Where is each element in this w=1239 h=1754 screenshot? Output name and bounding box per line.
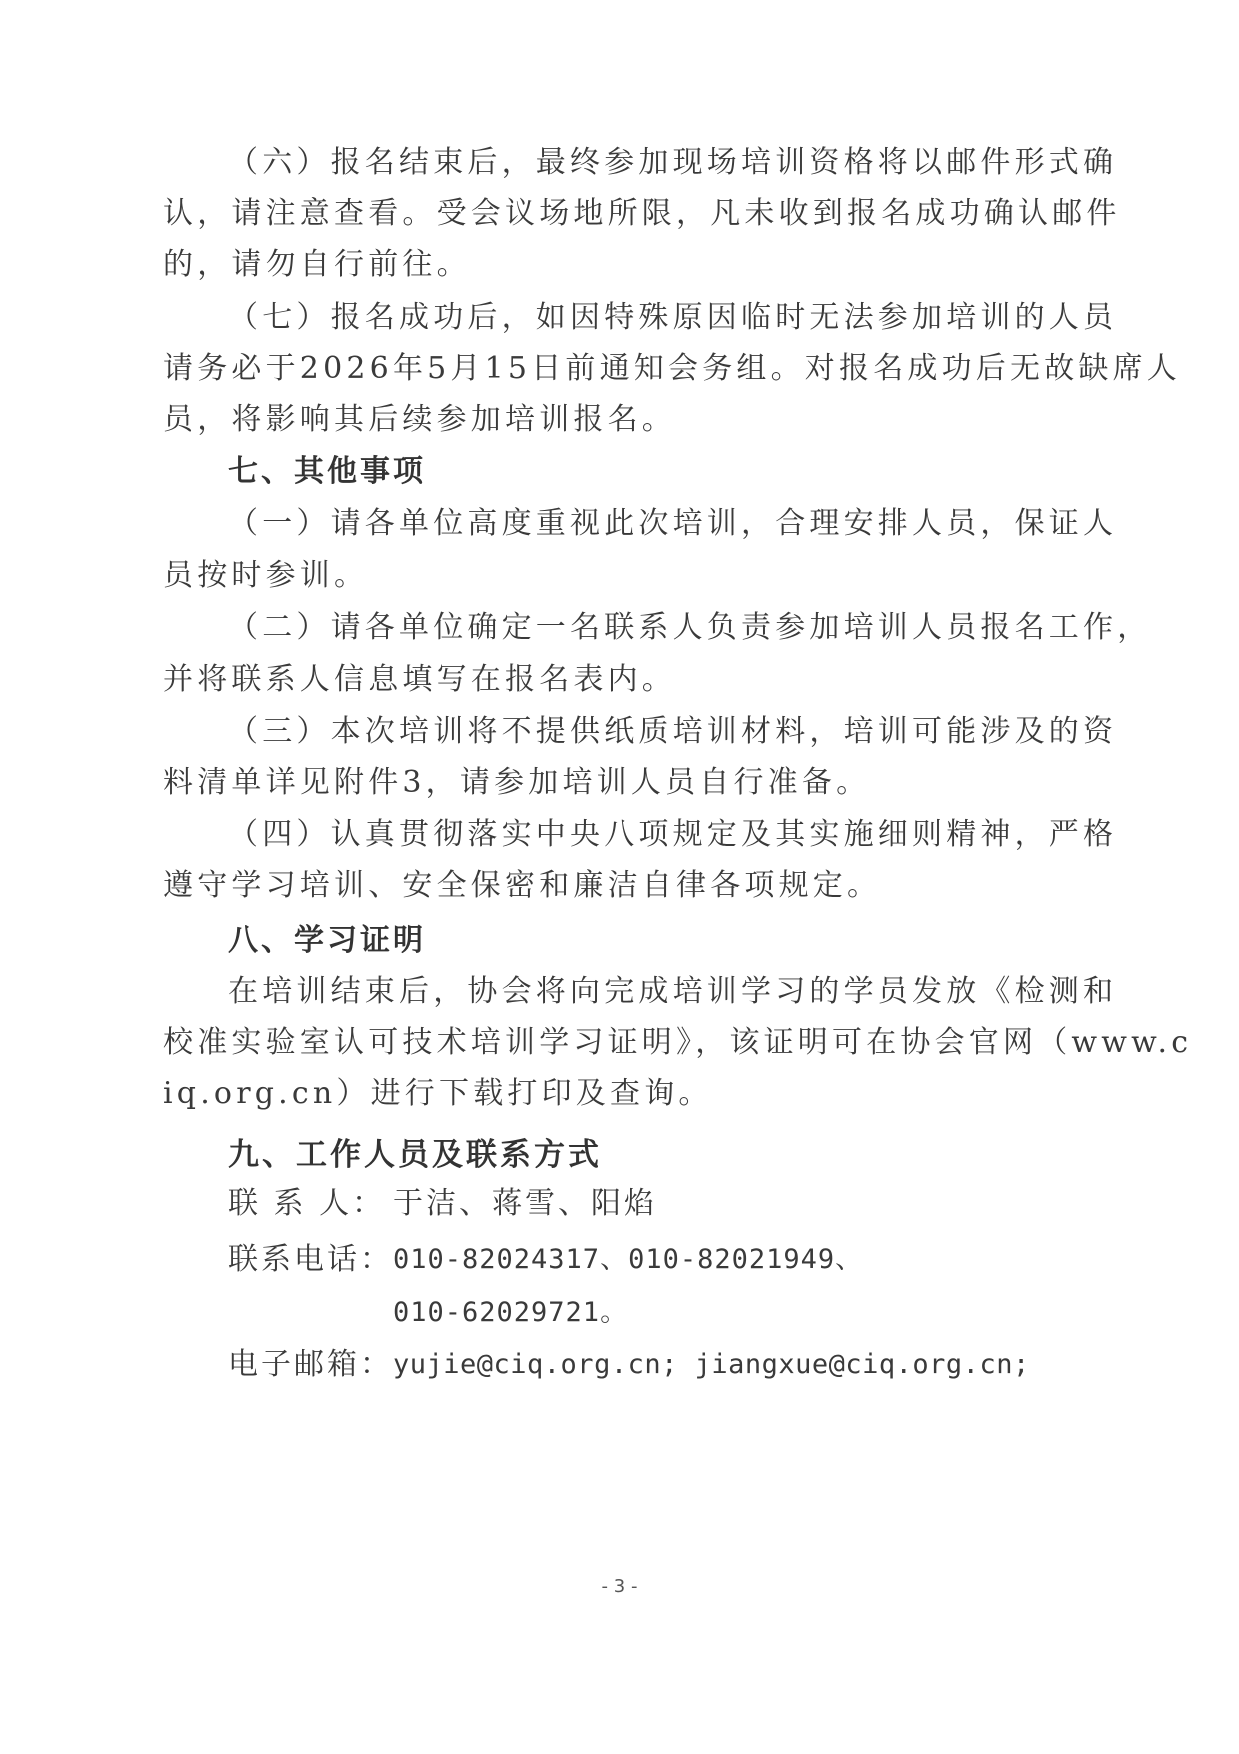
section7-item1-line1: （一）请各单位高度重视此次培训，合理安排人员，保证人 (228, 506, 1118, 541)
contact-email-label: 电子邮箱： (228, 1347, 393, 1382)
contact-phone-value-1: 010-82024317、010-82021949、 (393, 1244, 864, 1275)
section7-item4-line1: （四）认真贯彻落实中央八项规定及其实施细则精神，严格 (228, 817, 1118, 852)
section8-heading: 八、学习证明 (228, 923, 426, 958)
section9-heading: 九、工作人员及联系方式 (228, 1137, 602, 1173)
section7-item4-line2: 遵守学习培训、安全保密和廉洁自律各项规定。 (163, 868, 882, 903)
contact-phone-label: 联系电话： (228, 1242, 393, 1277)
section7-item1-line2: 员按时参训。 (163, 558, 369, 593)
section8-line2: 校准实验室认可技术培训学习证明》，该证明可在协会官网（www.c (163, 1025, 1193, 1060)
contact-person-label: 联 系 人： (228, 1186, 386, 1221)
section7-item2-line1: （二）请各单位确定一名联系人负责参加培训人员报名工作， (228, 610, 1152, 645)
section8-line3: iq.org.cn）进行下载打印及查询。 (163, 1076, 713, 1111)
item6-line2: 认，请注意查看。受会议场地所限，凡未收到报名成功确认邮件 (163, 196, 1121, 231)
item7-line3: 员，将影响其后续参加培训报名。 (163, 402, 676, 437)
page-number: - 3 - (601, 1576, 638, 1597)
section7-item2-line2: 并将联系人信息填写在报名表内。 (163, 662, 676, 697)
contact-person-value: 于洁、蒋雪、阳焰 (393, 1186, 657, 1221)
section7-heading: 七、其他事项 (228, 454, 426, 489)
section7-item3-line1: （三）本次培训将不提供纸质培训材料，培训可能涉及的资 (228, 714, 1118, 749)
section7-item3-line2: 料清单详见附件3，请参加培训人员自行准备。 (163, 765, 871, 800)
contact-email-value: yujie@ciq.org.cn; jiangxue@ciq.org.cn; (393, 1349, 1030, 1380)
contact-phone-value-2: 010-62029721。 (393, 1297, 629, 1328)
item7-line1: （七）报名成功后，如因特殊原因临时无法参加培训的人员 (228, 300, 1118, 335)
section8-line1: 在培训结束后，协会将向完成培训学习的学员发放《检测和 (228, 974, 1118, 1009)
item6-line1: （六）报名结束后，最终参加现场培训资格将以邮件形式确 (228, 145, 1118, 180)
item6-line3: 的，请勿自行前往。 (163, 247, 471, 282)
item7-line2: 请务必于2026年5月15日前通知会务组。对报名成功后无故缺席人 (163, 351, 1182, 386)
